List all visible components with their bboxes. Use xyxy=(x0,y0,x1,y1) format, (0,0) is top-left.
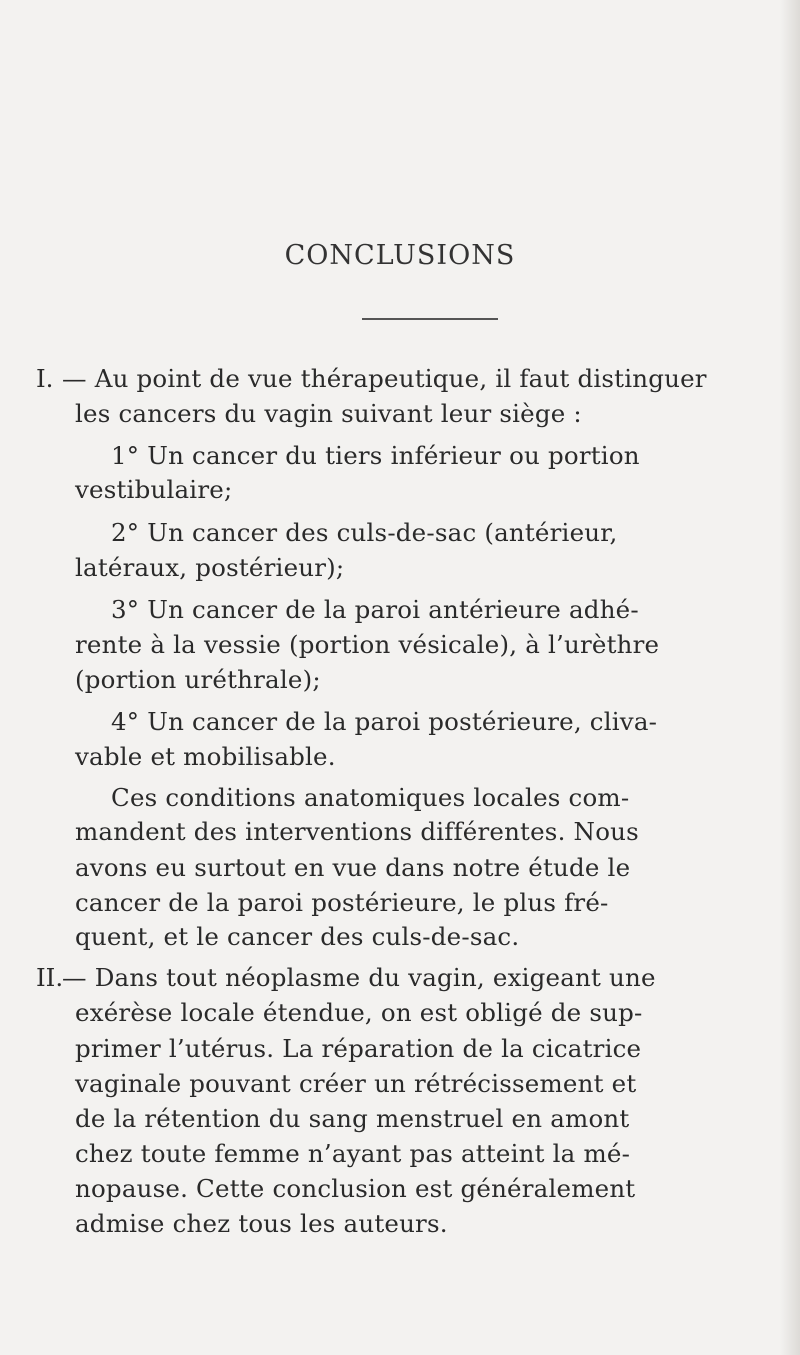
section-1-line: latéraux, postérieur); xyxy=(75,553,345,582)
section-2-line: chez toute femme n’ayant pas atteint la mé- xyxy=(75,1139,631,1168)
section-1-numeral: I. xyxy=(36,364,54,393)
section-1-line: les cancers du vagin suivant leur siège : xyxy=(75,399,582,428)
section-1-line: 4° Un cancer de la paroi postérieure, cliva- xyxy=(111,707,658,736)
section-1-line: quent, et le cancer des culs-de-sac. xyxy=(75,922,520,951)
section-1-line: cancer de la paroi postérieure, le plus fré- xyxy=(75,888,609,917)
section-2-line: admise chez tous les auteurs. xyxy=(75,1209,448,1238)
section-2-line: vaginale pouvant créer un rétrécissement et xyxy=(75,1069,637,1098)
section-2-numeral: II. xyxy=(36,963,64,992)
section-1-line: Ces conditions anatomiques locales com- xyxy=(111,783,630,812)
section-1-line: 1° Un cancer du tiers inférieur ou portion xyxy=(111,441,640,470)
section-1-line: vable et mobilisable. xyxy=(75,742,336,771)
title-divider xyxy=(362,318,498,320)
section-1-line: vestibulaire; xyxy=(75,475,233,504)
section-2-line: de la rétention du sang menstruel en amont xyxy=(75,1104,630,1133)
section-1-line: avons eu surtout en vue dans notre étude le xyxy=(75,853,631,882)
page-edge-shadow xyxy=(780,0,800,1355)
section-1-line: 2° Un cancer des culs-de-sac (antérieur, xyxy=(111,518,618,547)
section-1-line: 3° Un cancer de la paroi antérieure adhé- xyxy=(111,595,639,624)
section-1-line: — Au point de vue thérapeutique, il faut distinguer xyxy=(62,364,707,393)
section-2-line: primer l’utérus. La réparation de la cicatrice xyxy=(75,1034,642,1063)
section-2-line: — Dans tout néoplasme du vagin, exigeant une xyxy=(62,963,656,992)
section-1-line: rente à la vessie (portion vésicale), à l’urèthre xyxy=(75,630,660,659)
section-1-line: mandent des interventions différentes. Nous xyxy=(75,817,639,846)
section-2-line: nopause. Cette conclusion est généralement xyxy=(75,1174,636,1203)
page-title: CONCLUSIONS xyxy=(284,240,516,271)
section-1-line: (portion uréthrale); xyxy=(75,665,321,694)
section-2-line: exérèse locale étendue, on est obligé de sup- xyxy=(75,998,643,1027)
